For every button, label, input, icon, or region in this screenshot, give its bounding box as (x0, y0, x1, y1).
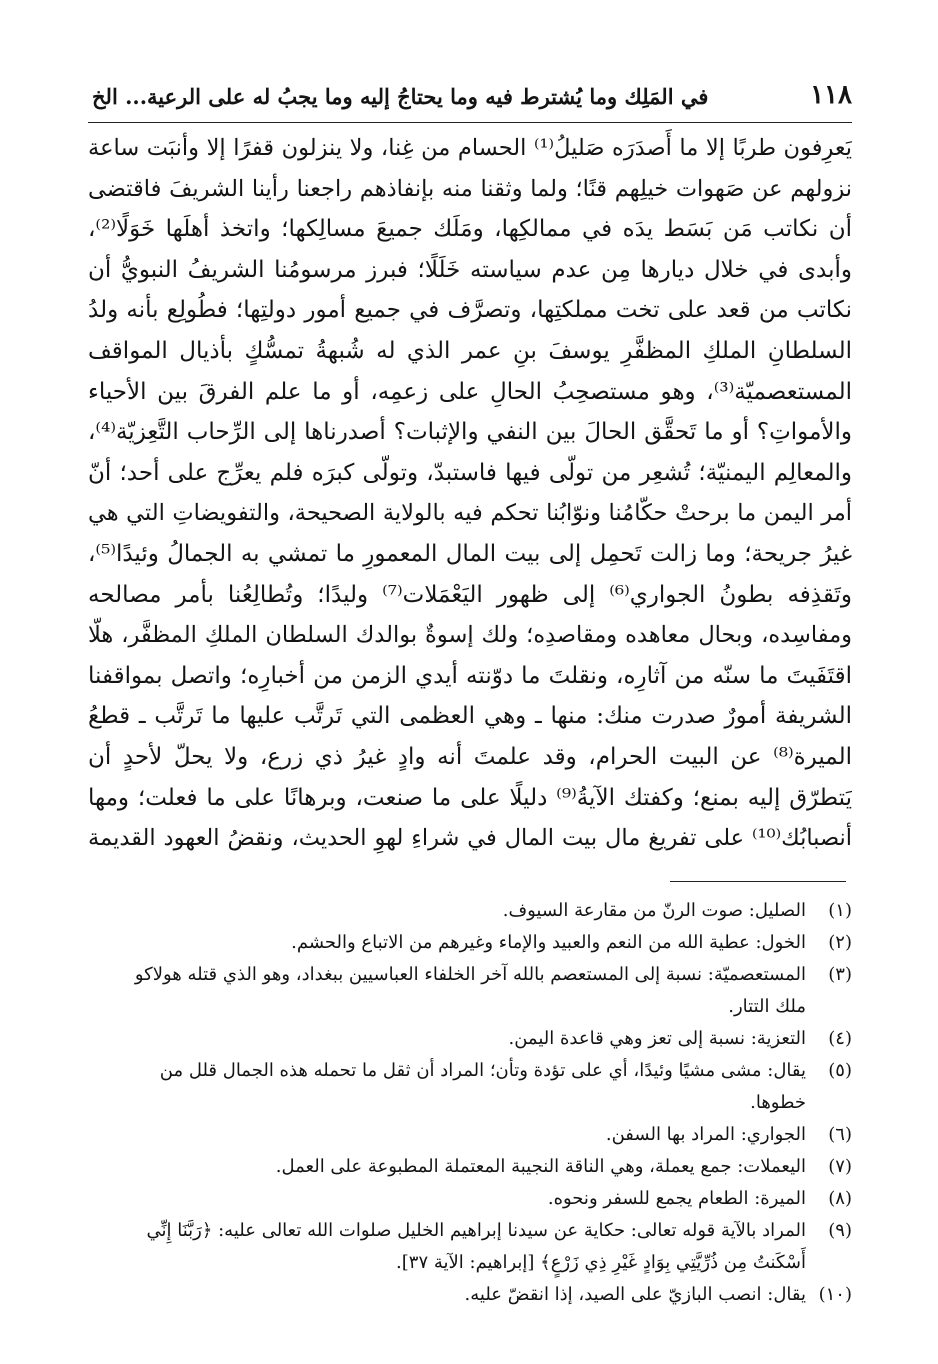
text-line: الشريفة أمورٌ صدرت منك: منها ـ وهي العظمى التي تَرتَّب عليها ما تَرتَّب ـ قطعُ (88, 703, 852, 730)
footnote (88, 927, 852, 959)
footnotes (88, 895, 852, 1311)
text-line: وأبدى في خلال ديارها مِن عدم سياسته خَلَلًا؛ فبرز مرسومُنا الشريفُ النبويُّ أن (88, 256, 852, 283)
text-line: نزولهم عن صَهوات خيلِهم قنًا؛ ولما وثقنا منه بإنفاذهم راجعنا رأينا الشريفَ فاقتضى (88, 175, 852, 202)
footnote-line: الميرة: الطعام يجمع للسفر ونحوه. (547, 1188, 806, 1209)
footnote-number: (٥) (828, 1060, 852, 1081)
footnote-line: خطوها. (750, 1092, 806, 1113)
text-line: اقتَفَيتَ ما سنّه من آثارِه، ونقلتَ ما دوّنته أيدي الزمن من أخبارِه؛ واتصل بمواقفنا (88, 662, 852, 689)
text-line: غيرُ جريحة؛ وما زالت تَحمِل إلى بيت المال المعمورِ ما تمشي به الجمالُ وئيدًا⁽⁵⁾، (88, 540, 852, 567)
text-line: والأمواتِ؟ أو ما تَحقَّق الحالَ بين النفي والإثبات؟ أصدرناها إلى الرِّحاب التَّعِزيّة⁽⁴⁾، (88, 419, 852, 446)
text-line: نكاتب من قعد على تخت مملكتِها، وتصرَّف في جميع أمور دولتِها؛ فطُولِع بأنه ولدُ (88, 297, 852, 324)
text-line: يَعرِفون طربًا إلا ما أَصدَرَه صَليلُ⁽¹⁾ الحسام من غِنا، ولا ينزلون قفرًا إلا وأنبَت ساعة (88, 135, 852, 161)
footnote-number: (٨) (828, 1188, 852, 1209)
footnote-number: (٦) (828, 1124, 852, 1145)
footnote-text (88, 927, 806, 959)
footnote (88, 1023, 852, 1055)
footnote (88, 1151, 852, 1183)
text-line: أنصبابُك⁽¹⁰⁾ على تفريغ مال بيت المال في شراءِ لهوِ الحديث، ونقضُ العهود القديمة (88, 825, 852, 852)
footnote-text (88, 1279, 806, 1311)
page-number: ١١٨ (810, 80, 852, 110)
footnote-text (88, 1055, 806, 1119)
footnote-line: أَسْكَنتُ مِن ذُرِّيَّتِي بِوَادٍ غَيْرِ ذِي زَرْعٍ﴾ [إبراهيم: الآية ٣٧]. (396, 1252, 806, 1273)
footnote (88, 1215, 852, 1279)
footnote (88, 1183, 852, 1215)
text-line: والمعالِم اليمنيّة؛ تُشعِر من تولّى فيها فاستبدّ، وتولّى كبرَه فلم يعرِّج على أحد؛ أنّ (88, 459, 852, 486)
footnote-line: الجواري: المراد بها السفن. (605, 1124, 806, 1145)
footnote-line: الصليل: صوت الرنّ من مقارعة السيوف. (502, 900, 806, 921)
text-line: أن نكاتب مَن بَسَط يدَه في ممالكِها، ومَلَك جميعَ مسالِكها؛ واتخذ أهلَها خَوَلًا⁽²⁾، (88, 216, 852, 243)
footnote-line: ملك التتار. (728, 996, 806, 1017)
text-line: المستعصميّة⁽³⁾، وهو مستصحِبُ الحالِ على زعمِه، أو ما علم الفرقَ بين الأحياء (88, 378, 852, 405)
text-line: الميرة⁽⁸⁾ عن البيت الحرام، وقد علمتَ أنه وادٍ غيرُ ذي زرع، ولا يحلّ لأحدٍ أن (88, 743, 852, 770)
footnote-text (88, 1215, 806, 1279)
footnote-text (88, 1119, 806, 1151)
main-text (88, 128, 852, 859)
footnote-line: التعزية: نسبة إلى تعز وهي قاعدة اليمن. (508, 1028, 806, 1049)
footnote-line: يقال: مشى مشيًا وئيدًا، أي على تؤدة وتأن؛ المراد أن ثقل ما تحمله هذه الجمال قلل من (159, 1060, 806, 1081)
footnote-text (88, 895, 806, 927)
page-header (88, 76, 852, 116)
footnote-line: المستعصميّة: نسبة إلى المستعصم بالله آخر الخلفاء العباسيين ببغداد، وهو الذي قتله هولاكو (134, 964, 806, 985)
footnote-line: المراد بالآية قوله تعالى: حكاية عن سيدنا إبراهيم الخليل صلوات الله تعالى عليه: ﴿رَبَّنَا إِنِّي (146, 1220, 806, 1241)
footnote-text (88, 959, 806, 1023)
text-line: السلطانِ الملكِ المظفَّرِ يوسفَ بنِ عمر الذي له شُبهةُ تمسُّكٍ بأذيال المواقف (88, 337, 852, 364)
footnote-text (88, 1023, 806, 1055)
footnote-separator (670, 881, 846, 882)
footnote (88, 1119, 852, 1151)
footnote-number: (٢) (828, 932, 852, 953)
text-line: ومفاسِده، وبحال معاهده ومقاصدِه؛ ولك إسوةٌ بوالدك السلطان الملكِ المظفَّر، هلّا (88, 622, 852, 649)
footnote-number: (١٠) (818, 1284, 852, 1305)
footnote-line: الخول: عطية الله من النعم والعبيد والإماء وغيرهم من الاتباع والحشم. (291, 932, 806, 953)
footnote (88, 959, 852, 1023)
text-line: وتَقذِفه بطونُ الجواري⁽⁶⁾ إلى ظهور اليَعْمَلات⁽⁷⁾ وليدًا؛ وتُطالِعُنا بأمر مصالحه (88, 581, 852, 608)
footnote-line: يقال: انصب البازيّ على الصيد، إذا انقضّ عليه. (464, 1284, 806, 1305)
footnote (88, 895, 852, 927)
header-rule (88, 122, 852, 123)
footnote-number: (٣) (828, 964, 852, 985)
footnote-number: (٤) (828, 1028, 852, 1049)
footnote-number: (٩) (828, 1220, 852, 1241)
footnote-number: (١) (828, 900, 852, 921)
footnote-text (88, 1151, 806, 1183)
text-line: يَتطرّق إليه بمنع؛ وكفتك الآيةُ⁽⁹⁾ دليلًا على ما صنعت، وبرهانًا على ما فعلت؛ ومها (88, 784, 852, 811)
footnote-number: (٧) (828, 1156, 852, 1177)
footnote-text (88, 1183, 806, 1215)
footnote (88, 1055, 852, 1119)
running-title: في المَلِك وما يُشترط فيه وما يحتاجُ إليه وما يجبُ له على الرعية... الخ (92, 84, 709, 109)
footnote (88, 1279, 852, 1311)
text-line: أمر اليمن ما برحتْ حكّامُنا ونوّابُنا تحكم فيه بالولاية الصحيحة، والتفويضاتِ التي هي (88, 500, 852, 527)
footnote-line: اليعملات: جمع يعملة، وهي الناقة النجيبة المعتملة المطبوعة على العمل. (275, 1156, 806, 1177)
